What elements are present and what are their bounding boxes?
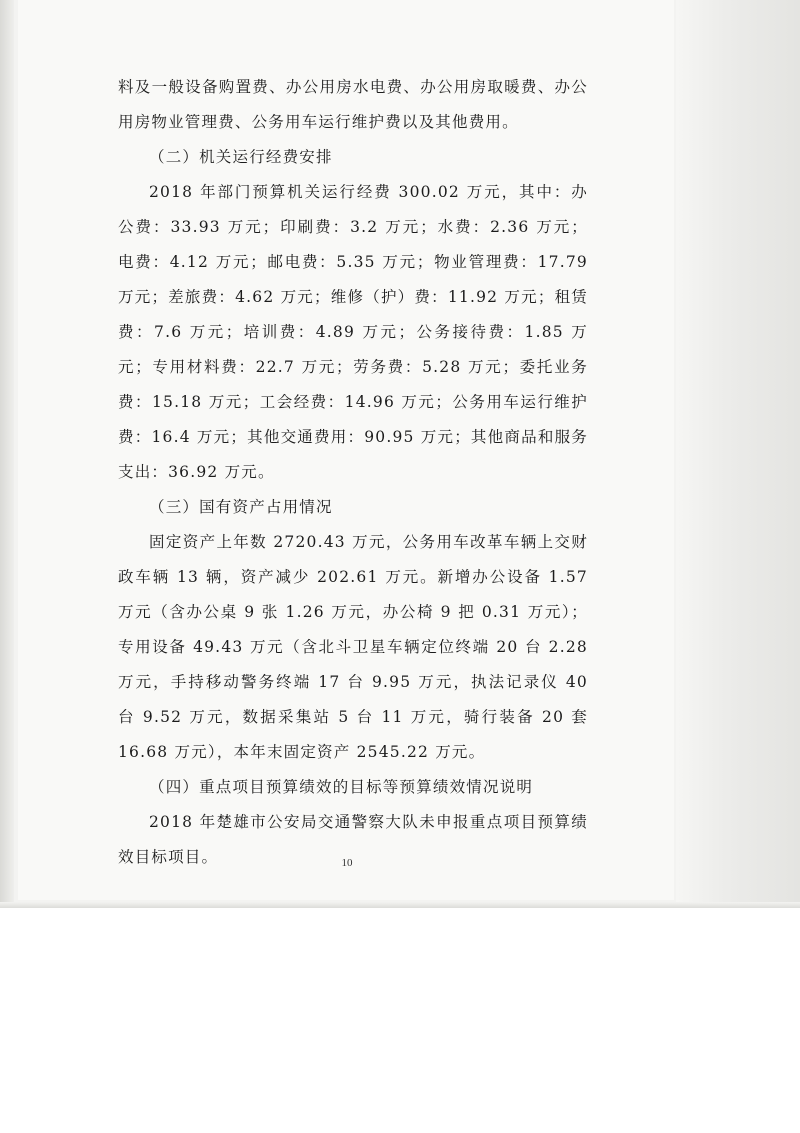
page-number: 10 [341,857,353,869]
scan-right-margin [676,0,800,908]
paragraph-performance-targets: 2018 年楚雄市公安局交通警察大队未申报重点项目预算绩效目标项目。 [118,813,588,866]
scan-left-edge [0,0,14,908]
paragraph-continuation: 料及一般设备购置费、办公用房水电费、办公用房取暖费、办公用房物业管理费、公务用车运行维护费以及其他费用。 [118,78,588,131]
section-heading-3: （三）国有资产占用情况 [149,498,333,516]
paragraph-state-assets: 固定资产上年数 2720.43 万元，公务用车改革车辆上交财政车辆 13 辆，资产减少 202.61 万元。新增办公设备 1.57 万元（含办公桌 9 张 1.26 万元，办公椅 9 把 0.31 万元）；专用设备 49.43 万元（含北斗卫星车辆定位终端 20 台 2.28 万元，手持移动警务终端 17 台 9.95 万元，执法记录仪 40 台 9.52 万元，数据采集站 5 台 11 万元，骑行装备 20 套 16.68 万元），本年末固定资产 2545.22 万元。 [118,533,588,761]
paragraph-operating-expenses: 2018 年部门预算机关运行经费 300.02 万元，其中：办公费：33.93 万元；印刷费：3.2 万元；水费：2.36 万元；电费：4.12 万元；邮电费：5.35 万元；物业管理费：17.79 万元；差旅费：4.62 万元；维修（护）费：11.92 万元；租赁费：7.6 万元；培训费：4.89 万元；公务接待费：1.85 万元；专用材料费：22.7 万元；劳务费：5.28 万元；委托业务费：15.18 万元；工会经费：14.96 万元；公务用车运行维护费：16.4 万元；其他交通费用：90.95 万元；其他商品和服务支出：36.92 万元。 [118,183,588,481]
document-body [118,70,588,875]
section-heading-2: （二）机关运行经费安排 [149,148,333,166]
section-heading-4: （四）重点项目预算绩效的目标等预算绩效情况说明 [149,778,534,796]
blank-bottom-area [0,908,800,1133]
